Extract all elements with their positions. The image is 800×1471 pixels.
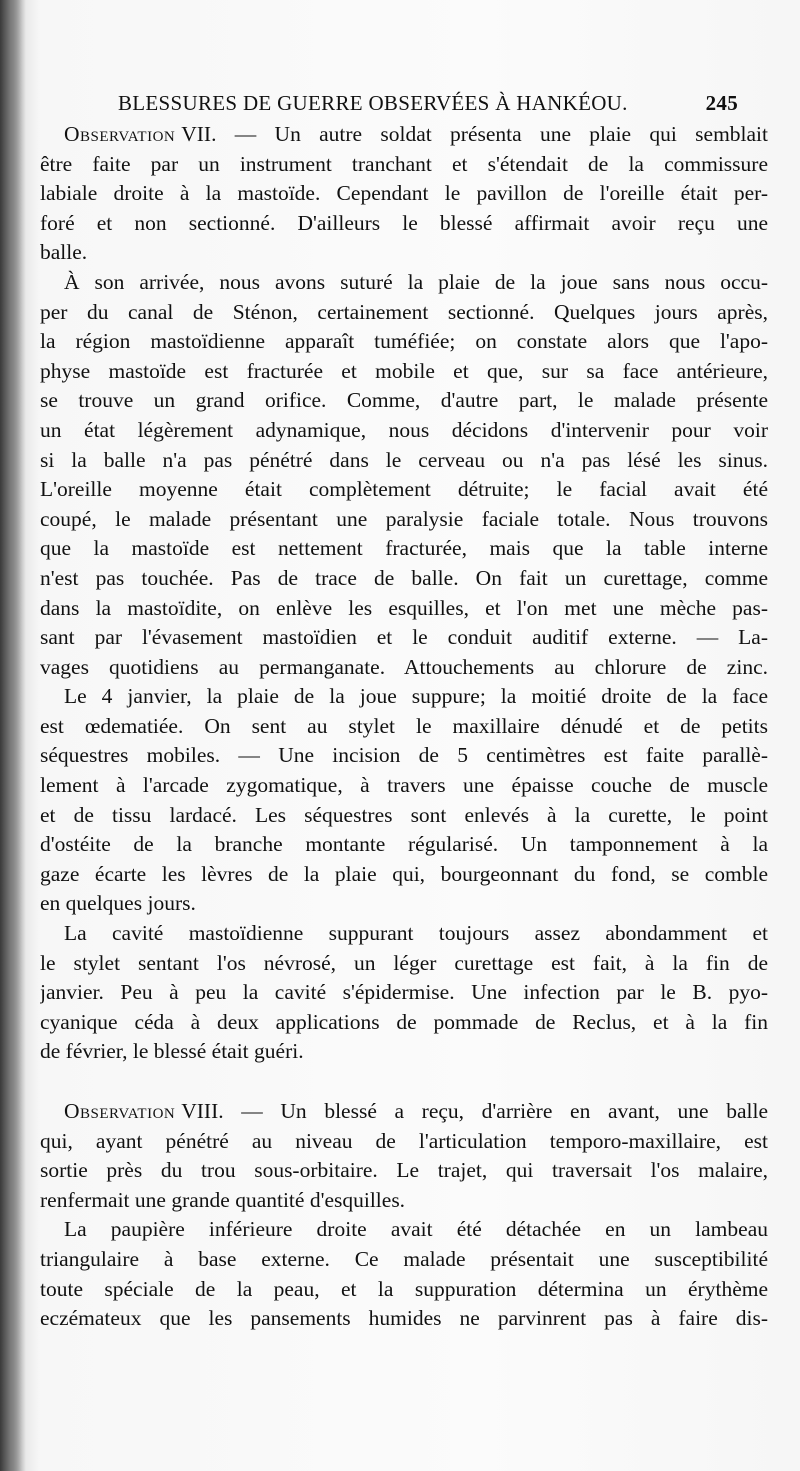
observation-7-line: n'est pas touchée. Pas de trace de balle. On fait un curettage, comme [40, 565, 768, 590]
observation-8-line: eczémateux que les pansements humides ne parvinrent pas à faire dis- [40, 1306, 768, 1331]
observation-8-line: renfermait une grande quantité d'esquilles. [40, 1187, 406, 1212]
observation-8-number: VIII. [181, 1099, 224, 1123]
observation-7-line: foré et non sectionné. D'ailleurs le blessé affirmait avoir reçu une [40, 210, 768, 235]
observation-8-line: toute spéciale de la peau, et la suppuration détermina un érythème [40, 1276, 768, 1301]
observation-7-line: si la balle n'a pas pénétré dans le cerveau ou n'a pas lésé les sinus. [40, 447, 768, 472]
observation-7-line: un état légèrement adynamique, nous décidons d'intervenir pour voir [40, 417, 768, 442]
observation-8-line: sortie près du trou sous-orbitaire. Le trajet, qui traversait l'os malaire, [40, 1158, 768, 1183]
page-number: 245 [705, 90, 738, 115]
observation-7-line: gaze écarte les lèvres de la plaie qui, bourgeonnant du fond, se comble [40, 861, 768, 886]
observation-7-line: que la mastoïde est nettement fracturée, mais que la table interne [40, 536, 768, 561]
observation-7-number: VII. [181, 122, 217, 146]
observation-7-line: le stylet sentant l'os névrosé, un léger curettage est fait, à la fin de [40, 950, 768, 975]
observation-7-line: dans la mastoïdite, on enlève les esquilles, et l'on met une mèche pas- [40, 595, 768, 620]
observation-7-line: labiale droite à la mastoïde. Cependant le pavillon de l'oreille était per- [40, 181, 768, 206]
observation-7-line: la région mastoïdienne apparaît tuméfiée; on constate alors que l'apo- [40, 329, 768, 354]
observation-7-line: cyanique céda à deux applications de pommade de Reclus, et à la fin [40, 1009, 768, 1034]
observation-8-line: La paupière inférieure droite avait été détachée en un lambeau [64, 1217, 768, 1242]
observation-7-heading-line [40, 120, 768, 150]
observation-8-line: triangulaire à base externe. Ce malade présentait une susceptibilité [40, 1246, 768, 1271]
observation-7-line: vages quotidiens au permanganate. Attouchements au chlorure de zinc. [40, 654, 768, 679]
observation-7-line: est œdematiée. On sent au stylet le maxillaire dénudé et de petits [40, 713, 768, 738]
observation-7-line: sant par l'évasement mastoïdien et le conduit auditif externe. — La- [40, 625, 768, 650]
observation-7-line: être faite par un instrument tranchant et s'étendait de la commissure [40, 151, 768, 176]
observation-7-line: de février, le blessé était guéri. [40, 1039, 304, 1064]
observation-7-line: per du canal de Sténon, certainement sectionné. Quelques jours après, [40, 299, 768, 324]
observation-7-line: séquestres mobiles. — Une incision de 5 centimètres est faite parallè- [40, 743, 768, 768]
observation-7-line: en quelques jours. [40, 891, 196, 916]
observation-7-line: balle. [40, 240, 88, 265]
observation-7-line: Le 4 janvier, la plaie de la joue suppure; la moitié droite de la face [64, 684, 768, 709]
observation-7-line: lement à l'arcade zygomatique, à travers une épaisse couche de muscle [40, 773, 768, 798]
observation-7-line: À son arrivée, nous avons suturé la plaie de la joue sans nous occu- [64, 269, 768, 294]
observation-7-line: La cavité mastoïdienne suppurant toujours assez abondamment et [64, 921, 768, 946]
body-text [40, 120, 768, 1334]
observation-7-line: se trouve un grand orifice. Comme, d'autre part, le malade présente [40, 388, 768, 413]
observation-7-line: — Un autre soldat présenta une plaie qui semblait [234, 122, 768, 146]
observation-7-line: physe mastoïde est fracturée et mobile et que, sur sa face antérieure, [40, 358, 768, 383]
observation-7-line: janvier. Peu à peu la cavité s'épidermise. Une infection par le B. pyo- [40, 980, 768, 1005]
observation-8-line: — Un blessé a reçu, d'arrière en avant, une balle [241, 1099, 768, 1123]
observation-7-label: Observation [64, 122, 176, 146]
observation-8-label: Observation [64, 1099, 176, 1123]
observation-7-line: et de tissu lardacé. Les séquestres sont enlevés à la curette, le point [40, 802, 768, 827]
observation-7-line: L'oreille moyenne était complètement détruite; le facial avait été [40, 477, 768, 502]
book-spine-shadow [0, 0, 26, 1471]
observation-7-line: d'ostéite de la branche montante régularisé. Un tamponnement à la [40, 832, 768, 857]
observation-7-line: coupé, le malade présentant une paralysie faciale totale. Nous trouvons [40, 506, 768, 531]
running-head [118, 86, 738, 120]
observation-8-heading-line [40, 1097, 768, 1127]
observation-8-line: qui, ayant pénétré au niveau de l'articulation temporo-maxillaire, est [40, 1128, 768, 1153]
running-head-title: BLESSURES DE GUERRE OBSERVÉES À HANKÉOU. [118, 90, 628, 115]
